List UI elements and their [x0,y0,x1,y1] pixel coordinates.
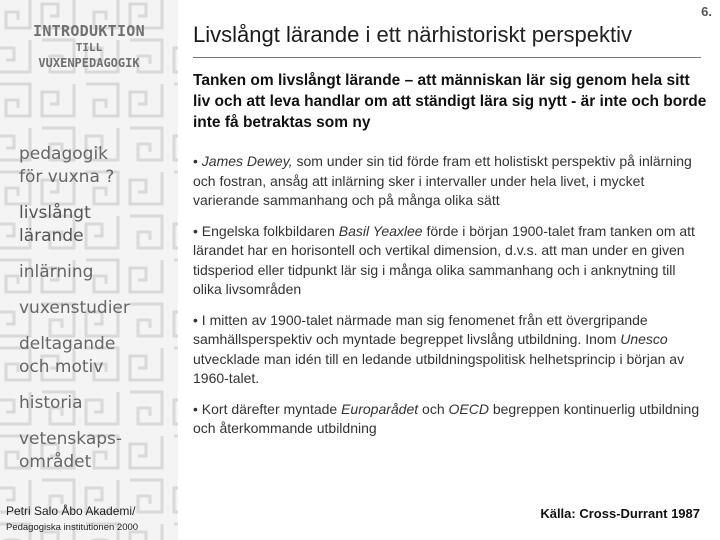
bullet-text: förde i början 1900-talet fram tanken om att lärandet har en horisontell och vertikal dimension, d.v.s. att man under en given tidsperiod eller tidpunkt lär sig i många olika sammanhang och i anknytning till olika livsområden [193,222,695,297]
sidebar [0,0,178,540]
page-title-highlight: Livslångt lärande [193,22,360,47]
author-footer [6,504,138,533]
intro-paragraph: Tanken om livslångt lärande – att människan lär sig genom hela sitt liv och att leva handlar om att ständigt lära sig nytt - är inte och borde inte få betraktas som ny [193,72,707,131]
bullet-item [193,400,708,439]
bullet-text: • I mitten av 1900-talet närmade man sig fenomenet från ett övergripande samhällsperspektiv och myntade begreppet livslång utbildning. Inom [193,311,648,347]
bullet-text: • Engelska folkbildaren [193,222,339,239]
nav-item-livslangt-larande[interactable]: livslångt lärande [19,203,91,246]
bullet-text: och [418,400,449,417]
nav-item-vuxenstudier[interactable]: vuxenstudier [19,298,130,318]
source-citation: Källa: Cross-Durrant 1987 [540,506,700,521]
bullet-list [193,152,708,450]
bullet-item [193,222,708,300]
nav-item-pedagogik[interactable]: pedagogik för vuxna ? [19,144,115,187]
page-title-rest: i ett närhistoriskt perspektiv [359,22,633,47]
bullet-item [193,311,708,389]
bullet-text: begreppen kontinuerlig utbildning och återkommande utbildning [193,400,700,436]
bullet-item [193,152,708,211]
author-line: Petri Salo Åbo Akademi/ [6,504,136,518]
bullet-emphasis: Unesco [620,331,668,347]
course-title-line2: TILL [75,41,103,54]
bullet-emphasis: Europarådet [341,400,419,417]
slide-number: 6. [701,4,712,19]
bullet-emphasis: James Dewey, [201,153,293,169]
nav-item-deltagande[interactable]: deltagande och motiv [19,334,116,377]
bullet-text: utvecklade man idén till en ledande utbildningspolitisk helhetsprincip i början av 1960-talet. [193,350,685,386]
bullet-text: • Kort därefter myntade [193,400,342,417]
bullet-text: • [193,153,202,169]
page-title [193,22,632,48]
course-title-line1: INTRODUKTION [33,22,145,40]
nav-item-vetenskapsomradet[interactable]: vetenskaps- området [19,429,123,472]
institution-line: Pedagogiska institutionen 2000 [6,522,139,533]
nav-item-inlarning[interactable]: inlärning [19,262,94,282]
bullet-emphasis: OECD [448,400,489,417]
nav-item-historia[interactable]: historia [19,393,83,413]
course-title-line3: VUXENPEDAGOGIK [38,56,140,71]
sidebar-nav [19,143,169,487]
title-divider [193,57,701,58]
bullet-text: som under sin tid förde fram ett holistiskt perspektiv på inlärning och fostran, ansåg att inlärning sker i intervaller under hela livet, i mycket varierande sammanhang och på många olika sätt [193,153,692,208]
bullet-emphasis: Basil Yeaxlee [338,222,423,239]
course-title [0,22,178,71]
